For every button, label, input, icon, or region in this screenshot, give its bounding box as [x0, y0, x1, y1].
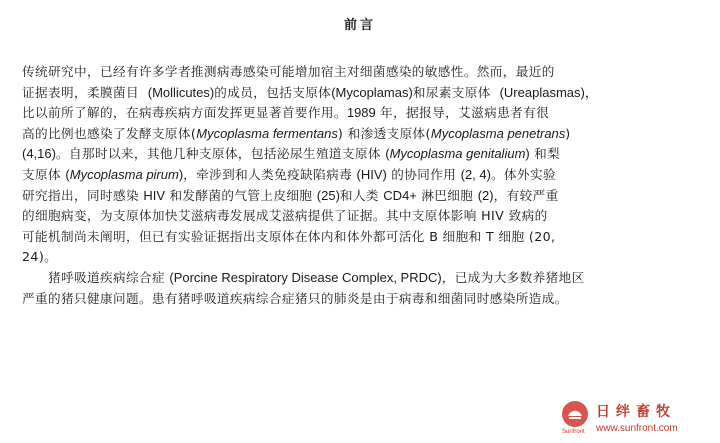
p1-line-3 — [22, 103, 698, 124]
p1-line-2 — [22, 83, 698, 104]
p1-line-10: 24)。 — [22, 249, 58, 265]
species-name: Mycoplasma fermentans — [196, 125, 338, 141]
sunfront-logo-icon — [560, 399, 590, 429]
text-run: 的成员，包括支原体 — [214, 84, 332, 100]
paragraph-1 — [22, 62, 698, 268]
document-title: 前言 — [343, 18, 376, 33]
p2-line-2: 严重的猪只健康问题。患有猪呼吸道疾病综合症猪只的肺炎是由于病毒和细菌同时感染所造成。 — [22, 290, 568, 306]
latin-run: ) — [178, 166, 184, 182]
text-run: 和尿素支原体 — [412, 84, 491, 100]
p2-line-1 — [22, 268, 698, 289]
text-run: ，已成为大多数养猪地区 — [441, 269, 585, 285]
text-run: 和梨 — [534, 146, 561, 162]
citation: (4,16) — [22, 146, 56, 162]
citation: (2, 4) — [460, 166, 491, 182]
latin-run: HIV — [143, 187, 166, 203]
text-run: 。体外实验 — [490, 166, 556, 182]
latin-run: 1989 — [346, 105, 376, 121]
p1-line-8: 的细胞病变，为支原体加快艾滋病毒发展成艾滋病提供了证据。其中支原体影响 HIV 致病的 — [22, 208, 548, 224]
species-name: Mycoplasma genitalium — [389, 146, 526, 162]
citation: (25) — [316, 187, 340, 203]
text-run: 研究指出，同时感染 — [22, 187, 139, 203]
latin-run: (Porcine Respiratory Disease Complex, PRDC) — [169, 269, 442, 285]
text-run: 高的比例也感染了发酵支原体( — [22, 125, 197, 141]
latin-run: ( — [65, 166, 70, 182]
text-run: 支原体 — [22, 166, 61, 182]
watermark-subtitle: Sunfront — [562, 429, 585, 435]
species-name: Mycoplasma pirum — [69, 166, 179, 182]
text-run: ) — [337, 125, 344, 141]
watermark-url: www.sunfront.com — [596, 423, 678, 434]
p1-line-6 — [22, 165, 698, 186]
p1-line-1: 传统研究中，已经有许多学者推测病毒感染可能增加宿主对细菌感染的敏感性。然而，最近的 — [22, 64, 555, 79]
sunfront-watermark — [560, 395, 710, 439]
p1-line-9: 可能机制尚未阐明，但已有实验证据指出支原体在体内和体外都可活化 B 细胞和 T 细胞 (20, — [22, 228, 556, 244]
text-run: 和人类 — [339, 187, 379, 203]
citation: (2) — [477, 187, 494, 203]
text-run: 淋巴细胞 — [421, 187, 474, 203]
latin-run: (HIV) — [356, 166, 387, 182]
text-run: 。自那时以来，其他几种支原体，包括泌尿生殖道支原体 — [55, 146, 381, 162]
latin-run: ( — [385, 146, 390, 162]
watermark-brand: 日绊畜牧 — [596, 404, 676, 420]
latin-run: (Mycoplamas) — [331, 84, 413, 100]
latin-run: ) — [525, 146, 530, 162]
species-name: Mycoplasma penetrans — [430, 125, 566, 141]
text-run: 年，据报导，艾滋病患者有很 — [380, 105, 550, 121]
p1-line-4 — [22, 124, 698, 145]
text-run: 猪呼吸道疾病综合症 — [48, 269, 165, 285]
document-body — [22, 62, 698, 309]
text-run: ，有较严重 — [493, 187, 559, 203]
latin-run: (Ureaplasmas)， — [499, 84, 598, 100]
text-run: 和发酵菌的气管上皮细胞 — [169, 187, 313, 203]
p1-line-7 — [22, 186, 698, 207]
text-run: 比以前所了解的，在病毒疾病方面发挥更显著首要作用。 — [22, 105, 347, 121]
text-run: 和渗透支原体( — [347, 125, 431, 141]
paragraph-2 — [22, 268, 698, 309]
latin-run: (Mollicutes) — [147, 84, 215, 100]
text-run: 的协同作用 — [391, 166, 457, 182]
text-run: 证据表明，柔膜菌目 — [22, 84, 139, 100]
latin-run: CD4+ — [383, 187, 417, 203]
p1-line-5 — [22, 144, 698, 165]
text-run: ) — [565, 125, 571, 141]
text-run: ，牵涉到和人类免疫缺陷病毒 — [183, 166, 353, 182]
